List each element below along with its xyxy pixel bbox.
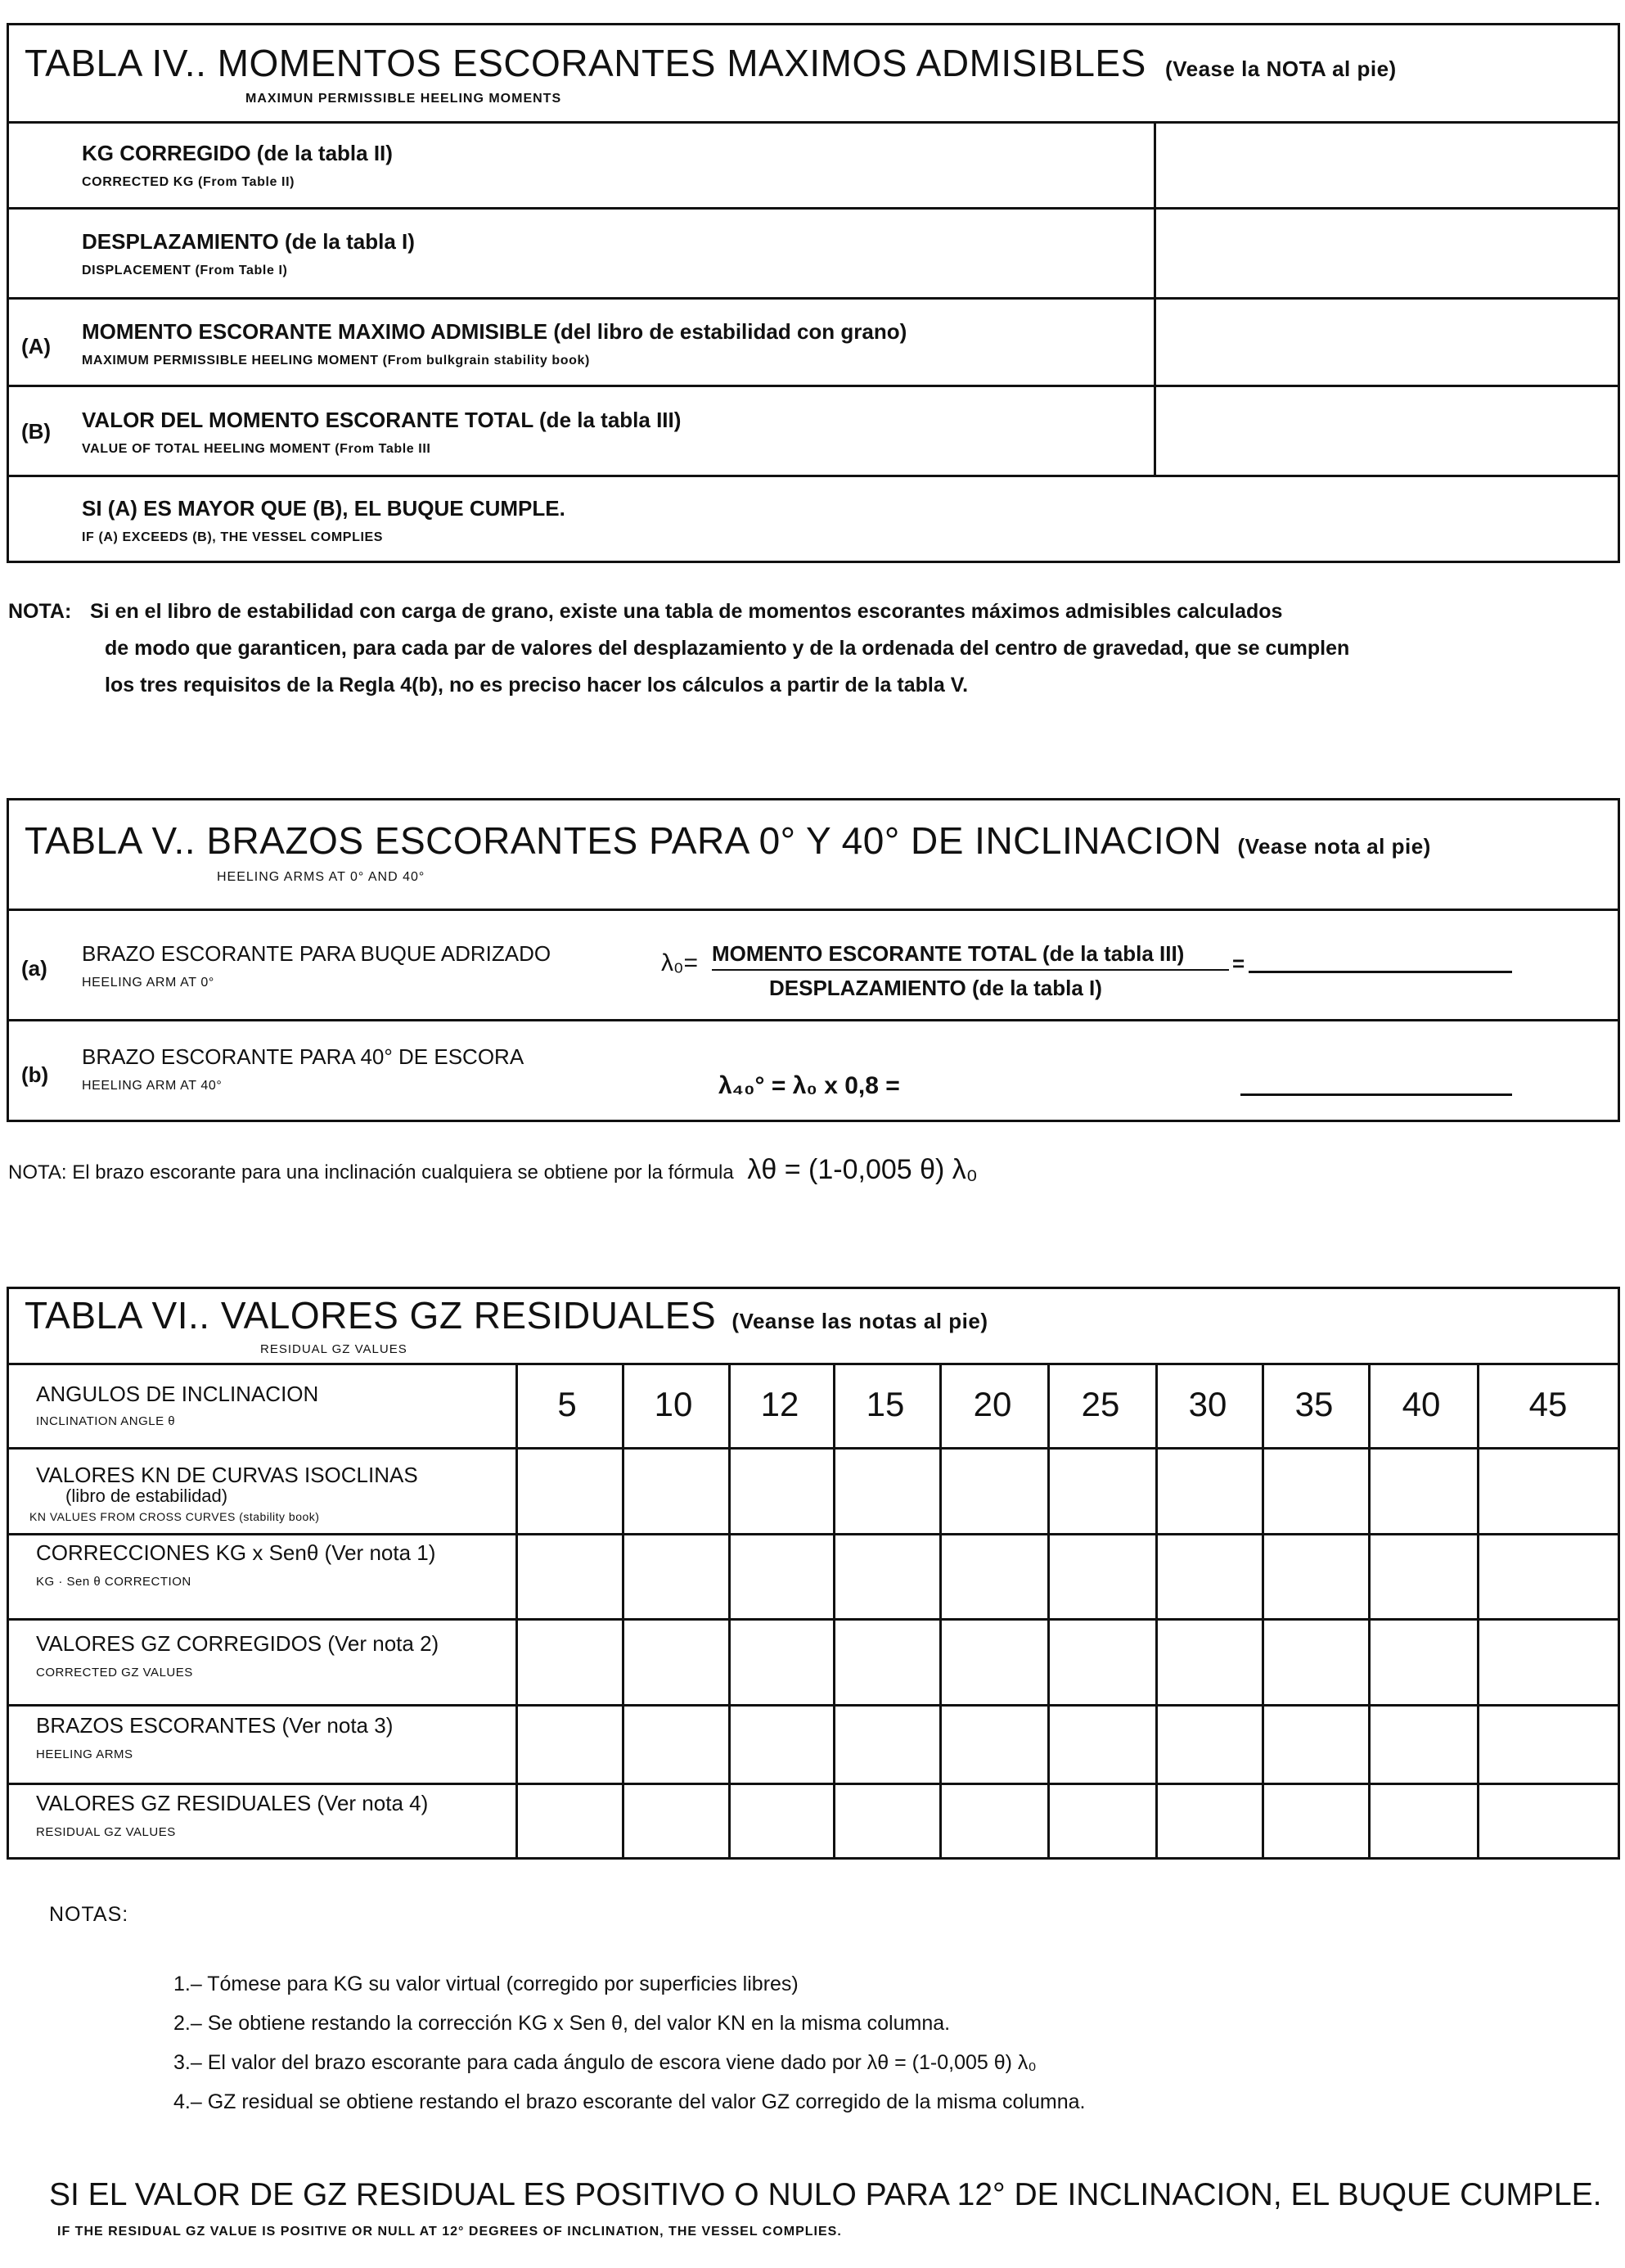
t6-row-kn-label-2: (libro de estabilidad) bbox=[65, 1486, 228, 1506]
t4-row-1-en: CORRECTED KG (From Table II) bbox=[82, 175, 295, 189]
t6-row-angles-en: INCLINATION ANGLE θ bbox=[36, 1414, 176, 1428]
t6-row-brazos-label: BRAZOS ESCORANTES (Ver nota 3) bbox=[36, 1713, 394, 1738]
table-v-title: TABLA V.. BRAZOS ESCORANTES PARA 0° Y 40° DE INCLINACION (Vease nota al pie) bbox=[25, 819, 1431, 862]
t6-row-kg-en: KG · Sen θ CORRECTION bbox=[36, 1575, 191, 1589]
t6-row-kn-en: KN VALUES FROM CROSS CURVES (stability book) bbox=[29, 1510, 320, 1523]
t4-nota-line-1: Si en el libro de estabilidad con carga de grano, existe una tabla de momentos escorantes máximos admisibles calculados bbox=[90, 600, 1283, 623]
t6-row-gzc-label: VALORES GZ CORREGIDOS (Ver nota 2) bbox=[36, 1631, 439, 1656]
t4-row-3-tag: (A) bbox=[21, 334, 52, 358]
nota-item-3: 3.– El valor del brazo escorante para cada ángulo de escora viene dado por λθ = (1-0,005 θ) λ₀ bbox=[173, 2051, 1037, 2074]
t5-nota: NOTA: El brazo escorante para una inclinación cualquiera se obtiene por la fórmula λθ = (1-0,005 θ) λ₀ bbox=[8, 1154, 978, 1185]
fraction-bar bbox=[712, 969, 1229, 971]
t4-row-3-label: MOMENTO ESCORANTE MAXIMO ADMISIBLE (del libro de estabilidad con grano) bbox=[82, 319, 907, 344]
table-v-title-note: (Vease nota al pie) bbox=[1237, 834, 1431, 859]
fraction-equals: = bbox=[1232, 951, 1245, 976]
desplazamiento-value-cell[interactable] bbox=[1157, 210, 1617, 295]
t4-nota-line-2: de modo que garanticen, para cada par de valores del desplazamiento y de la ordenada del centro de gravedad, que se cumplen bbox=[105, 637, 1350, 660]
divider bbox=[7, 207, 1620, 210]
fraction-denominator: DESPLAZAMIENTO (de la tabla I) bbox=[769, 976, 1102, 1000]
heeling-arm-0-answer-line[interactable] bbox=[1249, 971, 1512, 973]
t4-row-4-en: VALUE OF TOTAL HEELING MOMENT (From Table III bbox=[82, 442, 431, 456]
table-vi-title: TABLA VI.. VALORES GZ RESIDUALES (Veanse las notas al pie) bbox=[25, 1294, 988, 1337]
kg-corregido-value-cell[interactable] bbox=[1157, 124, 1617, 205]
angle-header: 30 bbox=[1188, 1385, 1227, 1423]
angle-header: 40 bbox=[1402, 1385, 1441, 1423]
t6-row-kg-label: CORRECCIONES KG x Senθ (Ver nota 1) bbox=[36, 1540, 436, 1565]
t5-row-a-en: HEELING ARM AT 0° bbox=[82, 976, 214, 990]
t6-row-kn-label: VALORES KN DE CURVAS ISOCLINAS bbox=[36, 1463, 418, 1487]
t4-nota-line-3: los tres requisitos de la Regla 4(b), no es preciso hacer los cálculos a partir de la tabla V. bbox=[105, 674, 969, 697]
table-iv-subtitle: MAXIMUN PERMISSIBLE HEELING MOMENTS bbox=[245, 92, 562, 106]
divider bbox=[7, 1363, 1620, 1365]
footer-statement-en: IF THE RESIDUAL GZ VALUE IS POSITIVE OR NULL AT 12° DEGREES OF INCLINATION, THE VESSEL COMPLIES. bbox=[57, 2225, 842, 2239]
nota-item-1: 1.– Tómese para KG su valor virtual (corregido por superficies libres) bbox=[173, 1973, 799, 1995]
nota-item-4: 4.– GZ residual se obtiene restando el brazo escorante del valor GZ corregido de la misma columna. bbox=[173, 2090, 1086, 2113]
divider bbox=[7, 385, 1620, 387]
t4-row-2-en: DISPLACEMENT (From Table I) bbox=[82, 264, 288, 277]
angle-header: 20 bbox=[973, 1385, 1012, 1423]
t6-row-angles-label: ANGULOS DE INCLINACION bbox=[36, 1382, 319, 1406]
momento-total-value-cell[interactable] bbox=[1157, 388, 1617, 473]
t6-row-residual-label: VALORES GZ RESIDUALES (Ver nota 4) bbox=[36, 1791, 429, 1815]
angle-header: 12 bbox=[760, 1385, 799, 1423]
t4-row-4-tag: (B) bbox=[21, 419, 52, 444]
t4-row-4-label: VALOR DEL MOMENTO ESCORANTE TOTAL (de la tabla III) bbox=[82, 408, 682, 432]
t5-nota-formula: λθ = (1-0,005 θ) λ₀ bbox=[747, 1154, 978, 1185]
table-v-subtitle: HEELING ARMS AT 0° AND 40° bbox=[217, 870, 425, 884]
table-vi-subtitle: RESIDUAL GZ VALUES bbox=[260, 1342, 407, 1356]
notas-label: NOTAS: bbox=[49, 1903, 129, 1926]
divider bbox=[7, 297, 1620, 300]
nota-item-2: 2.– Se obtiene restando la corrección KG x Sen θ, del valor KN en la misma columna. bbox=[173, 2012, 951, 2035]
momento-maximo-value-cell[interactable] bbox=[1157, 300, 1617, 383]
t6-row-brazos-en: HEELING ARMS bbox=[36, 1747, 133, 1761]
t4-row-2-label: DESPLAZAMIENTO (de la tabla I) bbox=[82, 229, 415, 254]
t6-row-gzc-en: CORRECTED GZ VALUES bbox=[36, 1666, 193, 1680]
heeling-arm-40-answer-line[interactable] bbox=[1240, 1093, 1512, 1096]
angle-header: 35 bbox=[1294, 1385, 1334, 1423]
angle-header: 45 bbox=[1528, 1385, 1568, 1423]
gz-values-grid[interactable] bbox=[518, 1450, 1618, 1858]
angle-header: 15 bbox=[866, 1385, 905, 1423]
divider bbox=[7, 475, 1620, 477]
t4-nota-label: NOTA: bbox=[8, 600, 72, 623]
t4-row-5-en: IF (A) EXCEEDS (B), THE VESSEL COMPLIES bbox=[82, 530, 384, 544]
footer-statement: SI EL VALOR DE GZ RESIDUAL ES POSITIVO O NULO PARA 12° DE INCLINACION, EL BUQUE CUMPLE. bbox=[49, 2177, 1602, 2212]
table-vi-title-note: (Veanse las notas al pie) bbox=[731, 1309, 988, 1333]
divider bbox=[7, 121, 1620, 124]
lambda-40-formula: λ₄₀° = λ₀ x 0,8 = bbox=[718, 1072, 900, 1099]
t4-row-3-en: MAXIMUM PERMISSIBLE HEELING MOMENT (From bulkgrain stability book) bbox=[82, 354, 590, 367]
t5-row-b-tag: (b) bbox=[21, 1062, 49, 1087]
t5-row-a-label: BRAZO ESCORANTE PARA BUQUE ADRIZADO bbox=[82, 941, 551, 966]
divider bbox=[7, 1019, 1620, 1021]
t5-row-a-tag: (a) bbox=[21, 956, 47, 981]
t4-row-1-label: KG CORREGIDO (de la tabla II) bbox=[82, 141, 393, 165]
angle-header: 5 bbox=[557, 1385, 577, 1423]
t5-row-b-label: BRAZO ESCORANTE PARA 40° DE ESCORA bbox=[82, 1044, 524, 1069]
angle-header: 25 bbox=[1081, 1385, 1120, 1423]
fraction-numerator: MOMENTO ESCORANTE TOTAL (de la tabla III) bbox=[712, 941, 1185, 966]
lambda-zero-symbol: λ₀= bbox=[661, 949, 698, 976]
angle-header: 10 bbox=[654, 1385, 693, 1423]
t5-row-b-en: HEELING ARM AT 40° bbox=[82, 1079, 223, 1093]
t4-row-5-label: SI (A) ES MAYOR QUE (B), EL BUQUE CUMPLE. bbox=[82, 496, 565, 521]
table-iv-title: TABLA IV.. MOMENTOS ESCORANTES MAXIMOS ADMISIBLES (Vease la NOTA al pie) bbox=[25, 42, 1397, 84]
table-iv-title-note: (Vease la NOTA al pie) bbox=[1165, 56, 1397, 81]
t6-row-residual-en: RESIDUAL GZ VALUES bbox=[36, 1825, 176, 1839]
divider bbox=[7, 909, 1620, 911]
divider bbox=[1154, 121, 1156, 475]
